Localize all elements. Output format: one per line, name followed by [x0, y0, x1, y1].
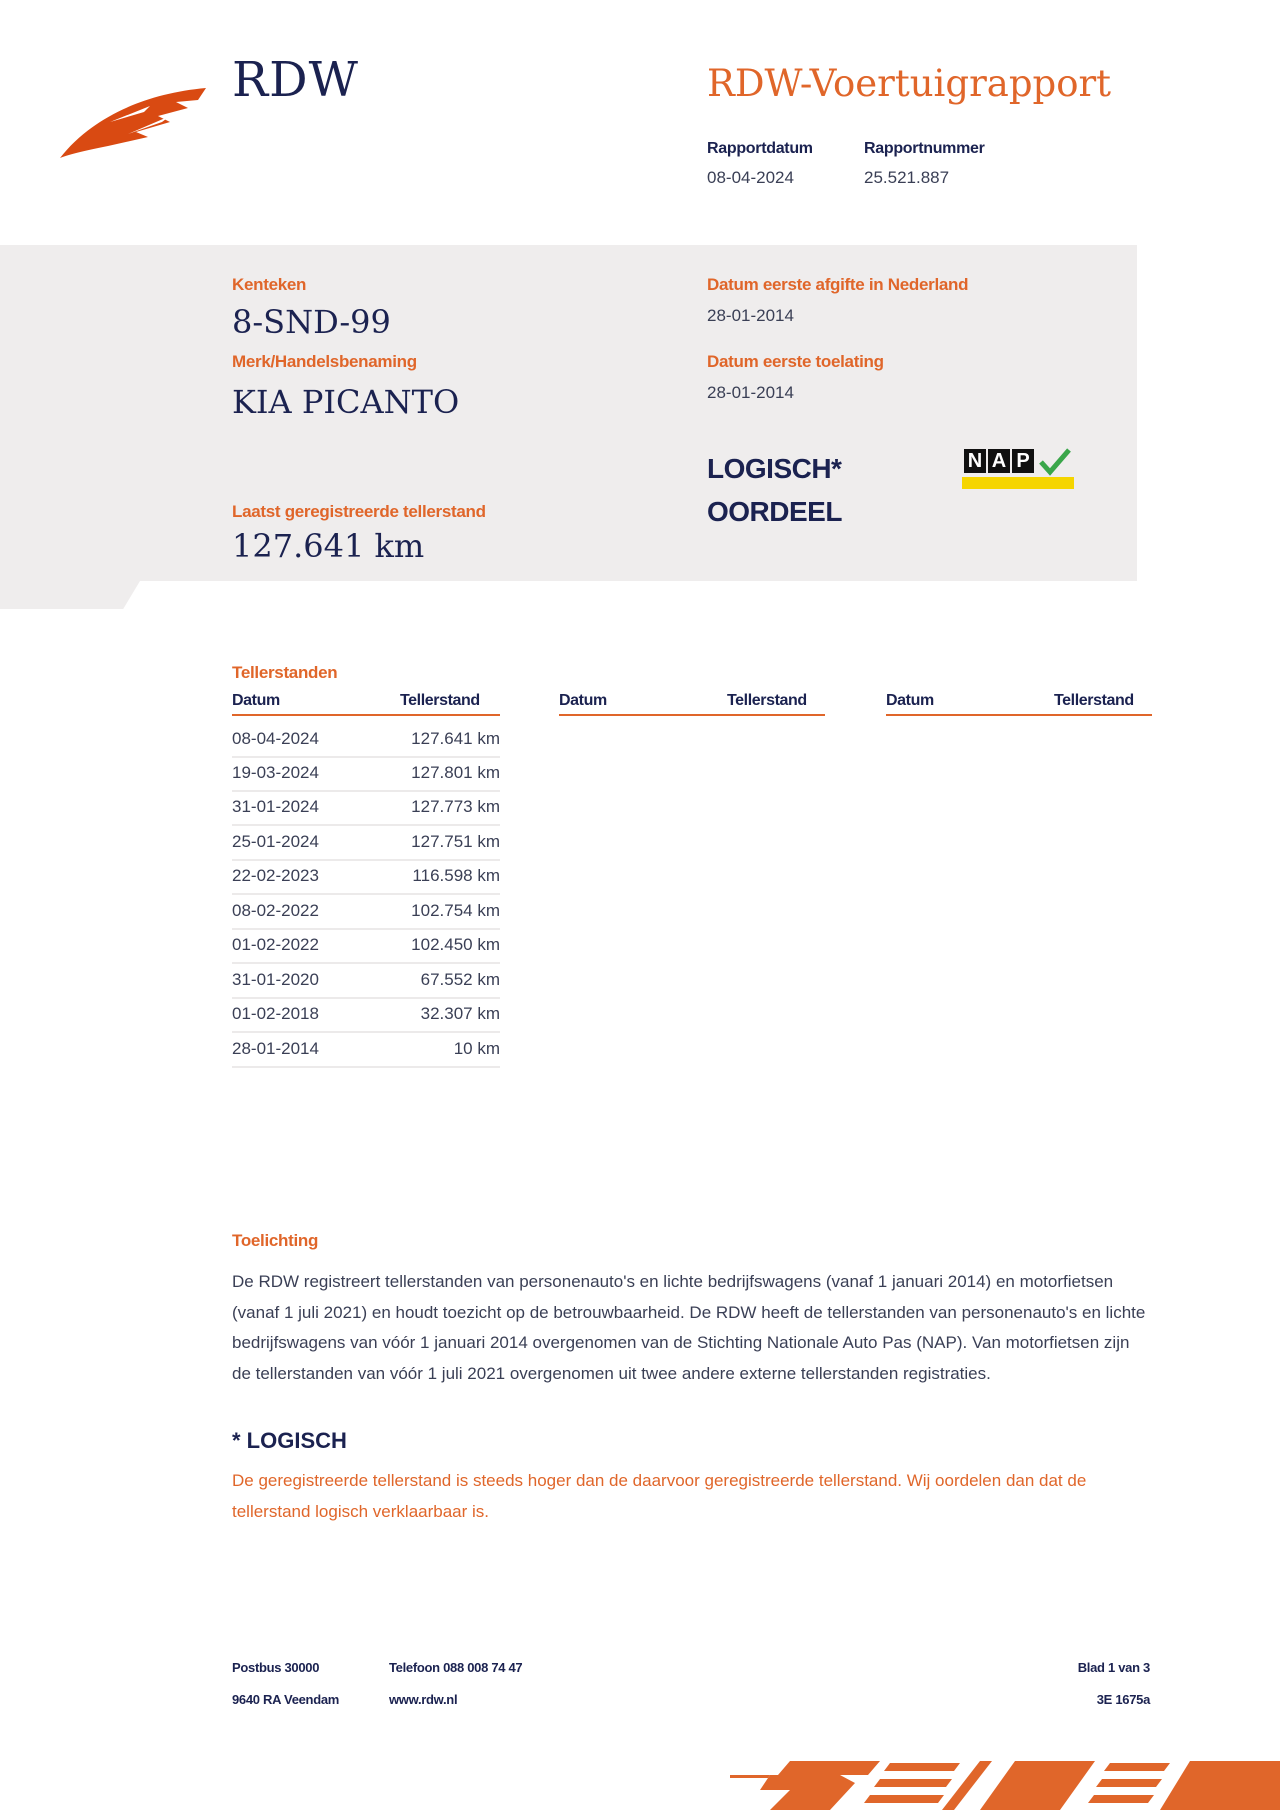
make-label: Merk/Handelsbenaming: [232, 352, 417, 371]
report-number: 25.521.887: [864, 168, 950, 187]
header-underline: [559, 714, 825, 716]
nap-letter-p: P: [1012, 449, 1034, 473]
mileage-label: Laatst geregistreerde tellerstand: [232, 502, 486, 521]
row-date: 19-03-2024: [232, 763, 319, 782]
rdw-logo-icon: [58, 82, 208, 162]
row-reading: 127.751 km: [411, 832, 500, 851]
col-reading-header: Tellerstand: [400, 692, 480, 709]
footer-code: 3E 1675a: [1096, 1692, 1150, 1707]
row-reading: 102.754 km: [411, 901, 500, 920]
row-reading: 102.450 km: [411, 935, 500, 954]
row-date: 08-04-2024: [232, 729, 319, 748]
table-row: [232, 1032, 500, 1068]
first-admission-label: Datum eerste toelating: [707, 352, 884, 371]
logo-text: RDW: [232, 52, 359, 108]
row-date: 28-01-2014: [232, 1039, 319, 1058]
table-row: [232, 997, 500, 1033]
col-reading-header: Tellerstand: [727, 692, 807, 709]
footer-address: 9640 RA Veendam: [232, 1692, 340, 1707]
row-date: 08-02-2022: [232, 901, 319, 920]
mileage-value: 127.641 km: [232, 527, 425, 565]
vehicle-info-panel-tail: [0, 581, 140, 609]
nap-letter-a: A: [988, 449, 1010, 473]
header-underline: [232, 714, 500, 716]
row-date: 01-02-2018: [232, 1004, 319, 1023]
make-value: KIA PICANTO: [232, 383, 460, 421]
report-title: RDW-Voertuigrapport: [707, 62, 1112, 105]
nap-badge: [962, 447, 1074, 489]
header-underline: [886, 714, 1152, 716]
row-reading: 10 km: [453, 1039, 500, 1058]
verdict-line-2: OORDEEL: [707, 496, 842, 527]
plate-value: 8-SND-99: [232, 303, 391, 341]
row-date: 31-01-2020: [232, 970, 319, 989]
explanation-text: De RDW registreert tellerstanden van personenauto's en lichte bedrijfswagens (vanaf 1 januari 2014) en motorfietsen (vanaf 1 juli 2021) en houdt toezicht op de betrouwbaarheid. De RDW heeft de tellerstanden van personenauto's en lichte bedrijfswagens van vóór 1 januari 2014 overgenomen van de Stichting Nationale Auto Pas (NAP). Van motorfietsen zijn de tellerstanden van vóór 1 juli 2021 overgenomen uit twee andere externe tellerstanden registraties.: [232, 1272, 1146, 1383]
col-reading-header: Tellerstand: [1054, 692, 1134, 709]
report-date-label: Rapportdatum: [707, 140, 813, 157]
nap-badge-underline: [962, 477, 1074, 489]
row-reading: 116.598 km: [412, 866, 500, 885]
table-row: [232, 825, 500, 861]
row-reading: 67.552 km: [420, 970, 500, 989]
footer-page: Blad 1 van 3: [1077, 1660, 1150, 1675]
logisch-heading: * LOGISCH: [232, 1428, 347, 1453]
table-row: [232, 790, 500, 826]
report-number-label: Rapportnummer: [864, 140, 985, 157]
decorative-stripes-icon: [730, 1755, 1280, 1810]
verdict-line-1: LOGISCH*: [707, 453, 842, 484]
row-date: 31-01-2024: [232, 797, 319, 816]
vehicle-info-panel: [0, 245, 1137, 581]
row-date: 25-01-2024: [232, 832, 319, 851]
table-row: [232, 928, 500, 964]
table-row: [232, 722, 500, 758]
footer-phone: Telefoon 088 008 74 47: [389, 1660, 523, 1675]
table-row: [232, 963, 500, 999]
plate-label: Kenteken: [232, 275, 307, 294]
row-date: 01-02-2022: [232, 935, 319, 954]
row-reading: 127.801 km: [411, 763, 500, 782]
row-date: 22-02-2023: [232, 866, 319, 885]
explanation-title: Toelichting: [232, 1231, 319, 1250]
table-row: [232, 859, 500, 895]
odometer-section-title: Tellerstanden: [232, 663, 338, 682]
row-reading: 127.773 km: [411, 797, 500, 816]
col-date-header: Datum: [886, 692, 934, 709]
first-issue-value: 28-01-2014: [707, 306, 794, 325]
table-row: [232, 894, 500, 930]
col-date-header: Datum: [232, 692, 280, 709]
nap-letter-n: N: [964, 449, 986, 473]
logisch-text: De geregistreerde tellerstand is steeds hoger dan de daarvoor geregistreerde tellerstand. Wij oordelen dan dat de tellerstand logisch verklaarbaar is.: [232, 1471, 1087, 1521]
row-reading: 127.641 km: [411, 729, 500, 748]
row-reading: 32.307 km: [420, 1004, 500, 1023]
footer-postbus: Postbus 30000: [232, 1660, 320, 1675]
first-admission-value: 28-01-2014: [707, 383, 794, 402]
checkmark-icon: [1038, 447, 1072, 477]
report-date: 08-04-2024: [707, 168, 794, 187]
col-date-header: Datum: [559, 692, 607, 709]
table-row: [232, 756, 500, 792]
footer-web: www.rdw.nl: [389, 1692, 458, 1707]
first-issue-label: Datum eerste afgifte in Nederland: [707, 275, 969, 294]
